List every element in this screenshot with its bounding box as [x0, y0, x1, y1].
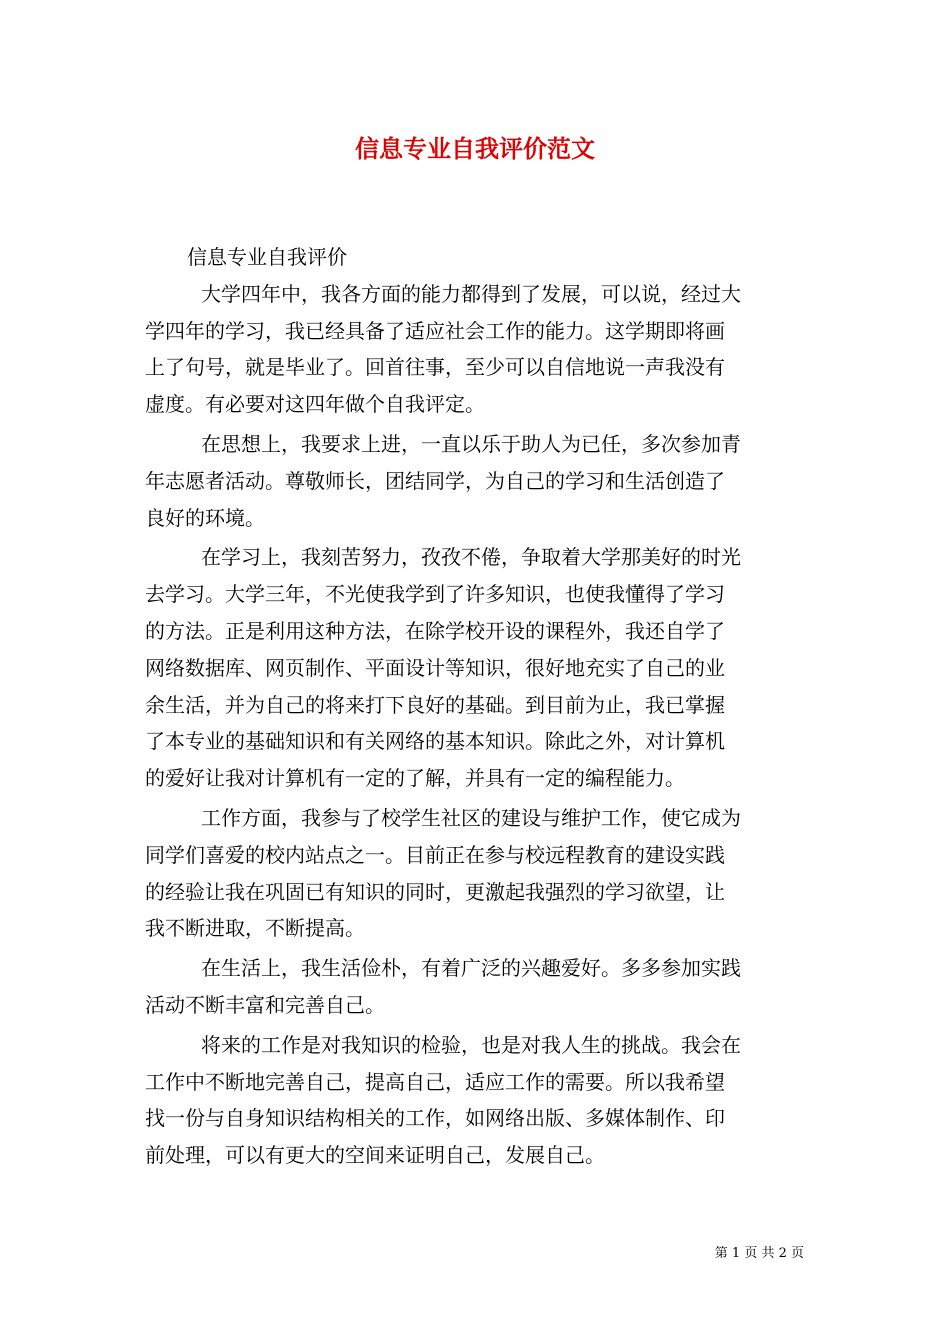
- paragraph-line: 在学习上，我刻苦努力，孜孜不倦，争取着大学那美好的时光: [201, 545, 741, 570]
- paragraph-line: 在生活上，我生活俭朴，有着广泛的兴趣爱好。多多参加实践: [201, 956, 741, 981]
- paragraph-line: 的方法。正是利用这种方法，在除学校开设的课程外，我还自学了: [145, 618, 725, 643]
- paragraph-line: 去学习。大学三年，不光使我学到了许多知识，也使我懂得了学习: [145, 582, 725, 607]
- paragraph-line: 在思想上，我要求上进，一直以乐于助人为已任，多次参加青: [201, 431, 741, 456]
- paragraph: [145, 950, 805, 1024]
- paragraph-line: 的经验让我在巩固已有知识的同时，更激起我强烈的学习欲望，让: [145, 879, 725, 904]
- paragraph-list: [145, 276, 805, 1174]
- paragraph-line: 年志愿者活动。尊敬师长，团结同学，为自己的学习和生活创造了: [145, 468, 725, 493]
- paragraph-line: 同学们喜爱的校内站点之一。目前正在参与校远程教育的建设实践: [145, 842, 725, 867]
- paragraph-line: 大学四年中，我各方面的能力都得到了发展，可以说，经过大: [201, 281, 741, 306]
- paragraph-line: 良好的环境。: [145, 505, 265, 530]
- paragraph-line: 余生活，并为自己的将来打下良好的基础。到目前为止，我已掌握: [145, 692, 725, 717]
- paragraph: [145, 1027, 805, 1174]
- document-title: 信息专业自我评价范文: [355, 134, 595, 163]
- paragraph-line: 我不断进取，不断提高。: [145, 916, 365, 941]
- section-heading: 信息专业自我评价: [187, 245, 347, 269]
- paragraph-line: 了本专业的基础知识和有关网络的基本知识。除此之外，对计算机: [145, 729, 725, 754]
- paragraph-line: 的爱好让我对计算机有一定的了解，并具有一定的编程能力。: [145, 766, 685, 791]
- paragraph-line: 上了句号，就是毕业了。回首往事，至少可以自信地说一声我没有: [145, 355, 725, 380]
- paragraph-line: 工作方面，我参与了校学生社区的建设与维护工作，使它成为: [201, 805, 741, 830]
- paragraph-line: 网络数据库、网页制作、平面设计等知识，很好地充实了自己的业: [145, 655, 725, 680]
- paragraph-line: 虚度。有必要对这四年做个自我评定。: [145, 392, 485, 417]
- paragraph-line: 学四年的学习，我已经具备了适应社会工作的能力。这学期即将画: [145, 318, 725, 343]
- paragraph: [145, 276, 805, 423]
- page-number: 第 1 页 共 2 页: [714, 1246, 804, 1261]
- paragraph: [145, 800, 805, 947]
- paragraph-line: 工作中不断地完善自己，提高自己，适应工作的需要。所以我希望: [145, 1069, 725, 1094]
- paragraph-line: 前处理，可以有更大的空间来证明自己，发展自己。: [145, 1143, 605, 1168]
- paragraph: [145, 539, 805, 797]
- paragraph-line: 找一份与自身知识结构相关的工作，如网络出版、多媒体制作、印: [145, 1106, 725, 1131]
- paragraph-line: 将来的工作是对我知识的检验，也是对我人生的挑战。我会在: [201, 1032, 741, 1057]
- paragraph: [145, 426, 805, 536]
- paragraph-line: 活动不断丰富和完善自己。: [145, 992, 385, 1017]
- document-body: [145, 239, 805, 1177]
